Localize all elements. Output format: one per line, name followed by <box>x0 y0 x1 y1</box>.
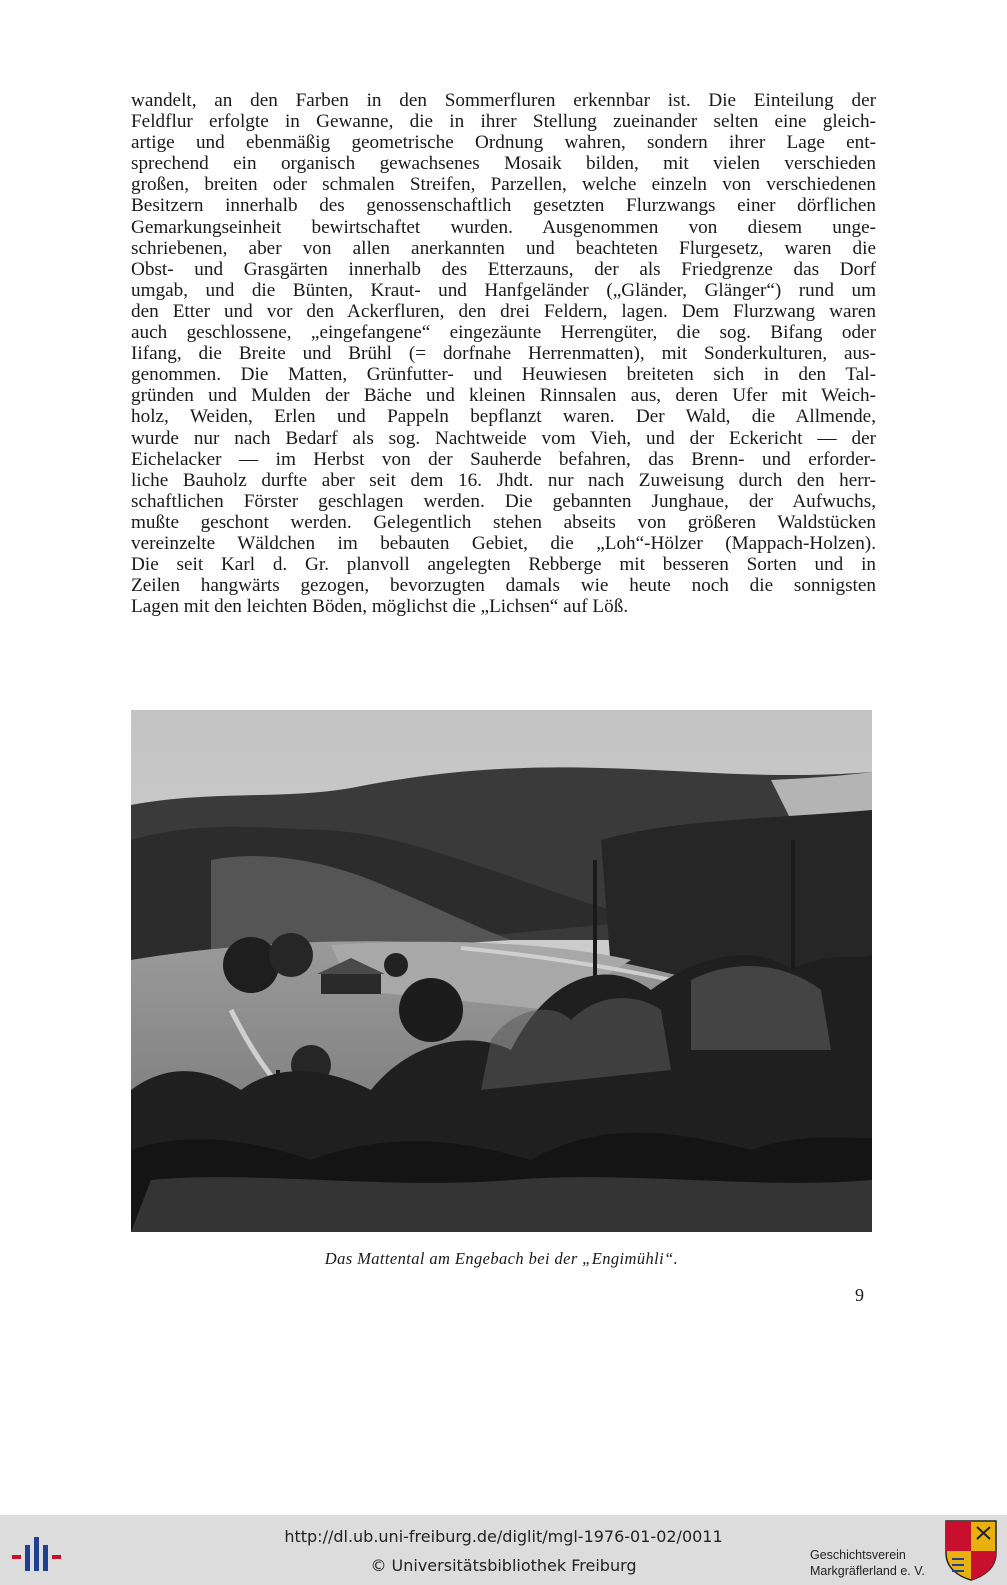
society-line-2: Markgräflerland e. V. <box>810 1564 925 1578</box>
coat-of-arms-icon <box>944 1519 998 1581</box>
footer-url-link[interactable]: http://dl.ub.uni-freiburg.de/diglit/mgl-1976-01-02/0011 <box>284 1527 723 1546</box>
text-line: umgab, und die Bünten, Kraut- und Hanfgeländer („Gländer, Glänger“) rund um <box>131 279 876 301</box>
text-line: Lagen mit den leichten Böden, möglichst die „Lichsen“ auf Löß. <box>131 596 629 618</box>
text-line: liche Bauholz durfte aber seit dem 16. Jhdt. nur nach Zuweisung durch den herr- <box>131 469 876 491</box>
text-line: wurde nur nach Bedarf als sog. Nachtweide vom Vieh, und der Eckericht — der <box>131 427 876 449</box>
photo-caption: Das Mattental am Engebach bei der „Engimühli“. <box>324 1249 679 1268</box>
footer-copyright: © Universitätsbibliothek Freiburg <box>370 1556 637 1575</box>
text-line: vereinzelte Wäldchen im bebauten Gebiet, die „Loh“-Hölzer (Mappach-Holzen). <box>131 532 876 554</box>
text-line: Iifang, die Breite und Brühl (= dorfnahe Herrenmatten), mit Sonderkulturen, aus- <box>131 343 876 365</box>
text-line: den Etter und vor den Ackerfluren, den drei Feldern, lagen. Dem Flurzwang waren <box>131 300 876 322</box>
text-line: Feldflur erfolgte in Gewanne, die in ihrer Stellung zueinander selten eine gleich- <box>131 111 876 133</box>
text-line: Die seit Karl d. Gr. planvoll angelegten Rebberge mit besseren Sorten und in <box>131 554 876 576</box>
society-name <box>810 1547 925 1579</box>
text-line: Obst- und Grasgärten innerhalb des Etterzauns, der als Friedgrenze das Dorf <box>131 258 876 280</box>
text-line: Zeilen hangwärts gezogen, bevorzugten damals wie heute noch die sonnigsten <box>131 575 876 597</box>
text-line: schaftlichen Förster geschlagen werden. Die gebannten Junghaue, der Aufwuchs, <box>131 490 876 512</box>
text-line: genommen. Die Matten, Grünfutter- und Heuwiesen breiteten sich in den Tal- <box>131 364 876 386</box>
text-line: wandelt, an den Farben in den Sommerfluren erkennbar ist. Die Einteilung der <box>131 90 876 111</box>
page-number: 9 <box>855 1285 864 1305</box>
text-line: holz, Weiden, Erlen und Pappeln bepflanzt waren. Der Wald, die Allmende, <box>131 406 876 428</box>
text-line: sprechend ein organisch gewachsenes Mosaik bilden, mit vielen verschieden <box>131 153 876 175</box>
footer-bar <box>0 1515 1007 1585</box>
body-text <box>131 90 876 617</box>
text-line: schriebenen, aber von allen anerkannten und beachteten Flurgesetz, waren die <box>131 237 876 259</box>
text-line: mußte geschont werden. Gelegentlich stehen abseits von größeren Waldstücken <box>131 511 876 533</box>
text-line: Eichelacker — im Herbst von der Sauherde befahren, das Brenn- und erforder- <box>131 448 876 470</box>
landscape-photo <box>131 710 872 1232</box>
text-line: großen, breiten oder schmalen Streifen, Parzellen, welche einzeln von verschiedenen <box>131 174 876 196</box>
text-line: Besitzern innerhalb des genossenschaftlich gesetzten Flurzwangs einer dörflichen <box>131 195 876 217</box>
society-line-1: Geschichtsverein <box>810 1548 906 1562</box>
text-line: gründen und Mulden der Bäche und kleinen Rinnsalen aus, deren Ufer mit Weich- <box>131 385 876 407</box>
text-line: Gemarkungseinheit bewirtschaftet wurden. Ausgenommen von diesem unge- <box>131 216 876 238</box>
text-line: auch geschlossene, „eingefangene“ eingezäunte Herrengüter, die sog. Bifang oder <box>131 322 876 344</box>
text-line: artige und ebenmäßig geometrische Ordnung wahren, sondern ihrer Lage ent- <box>131 132 876 154</box>
